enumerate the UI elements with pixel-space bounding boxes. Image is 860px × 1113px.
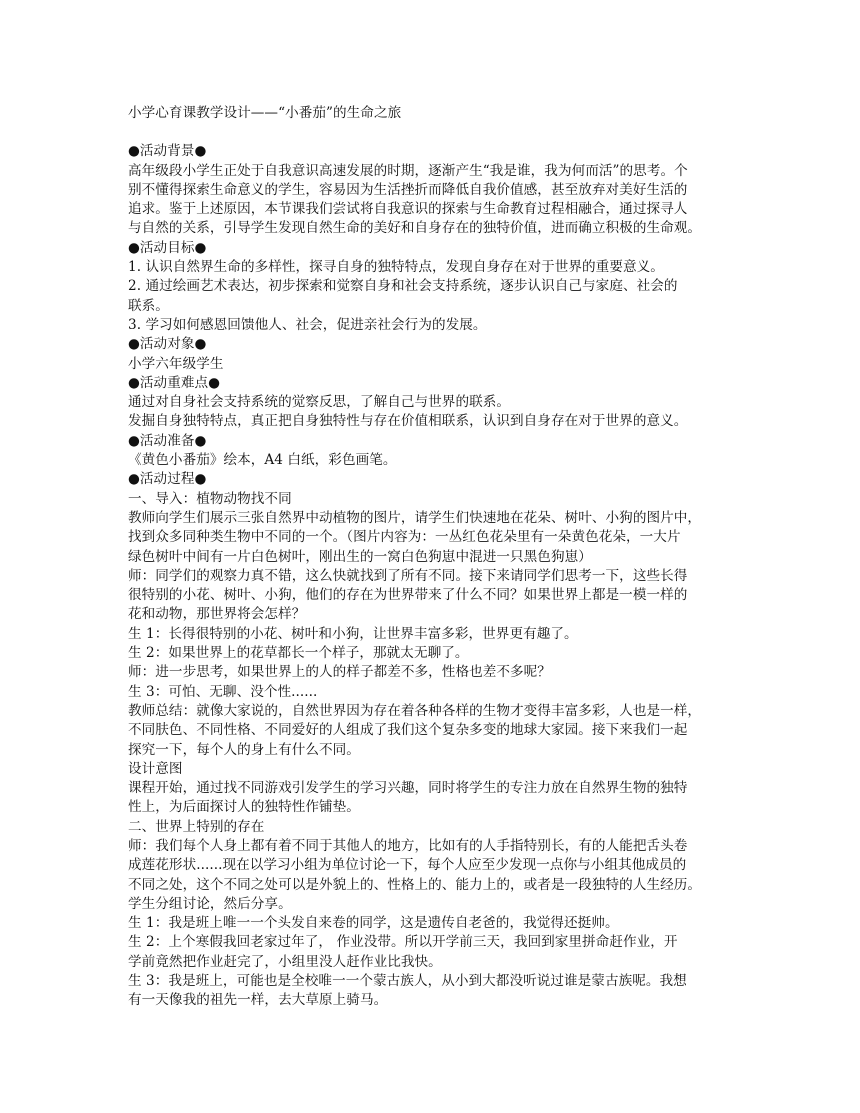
paragraph-line: 与自然的关系，引导学生发现自然生命的美好和自身存在的独特价值，进而确立积极的生命观。 [128, 220, 702, 237]
paragraph-line: 师：我们每个人身上都有着不同于其他人的地方，比如有的人手指特别长，有的人能把舌头卷 [128, 837, 688, 854]
paragraph-line: 性上，为后面探讨人的独特性作铺垫。 [128, 799, 360, 816]
paragraph-line: 生 2：如果世界上的花草都长一个样子，那就太无聊了。 [128, 645, 469, 662]
paragraph-line: 3. 学习如何感恩回馈他人、社会，促进亲社会行为的发展。 [128, 316, 487, 333]
paragraph-line: 探究一下，每个人的身上有什么不同。 [128, 741, 360, 758]
paragraph-line: 很特别的小花、树叶、小狗，他们的存在为世界带来了什么不同？如果世界上都是一模一样的 [128, 587, 688, 604]
paragraph-line: 设计意图 [128, 760, 183, 777]
paragraph-line: 成莲花形状......现在以学习小组为单位讨论一下，每个人应至少发现一点你与小组其他成员的 [128, 857, 687, 874]
paragraph-line: 通过对自身社会支持系统的觉察反思，了解自己与世界的联系。 [128, 394, 511, 411]
paragraph-line: 联系。 [128, 297, 169, 314]
paragraph-line: 别不懂得探索生命意义的学生，容易因为生活挫折而降低自我价值感，甚至放弃对美好生活的 [128, 181, 688, 198]
section-heading: ●活动过程● [128, 471, 207, 488]
paragraph-line: 一、导入：植物动物找不同 [128, 490, 292, 507]
paragraph-line: 2. 通过绘画艺术表达，初步探索和觉察自身和社会支持系统，逐步认识自己与家庭、社会的 [128, 278, 678, 295]
paragraph-line: 绿色树叶中间有一片白色树叶，刚出生的一窝白色狗崽中混进一只黑色狗崽） [128, 548, 592, 565]
paragraph-line: 追求。鉴于上述原因，本节课我们尝试将自我意识的探索与生命教育过程相融合，通过探寻人 [128, 201, 688, 218]
paragraph-line: 生 3：可怕、无聊、没个性...... [128, 683, 318, 700]
paragraph-line: 学前竟然把作业赶完了，小组里没人赶作业比我快。 [128, 953, 442, 970]
paragraph-line: 师：同学们的观察力真不错，这么快就找到了所有不同。接下来请同学们思考一下，这些长得 [128, 567, 688, 584]
paragraph-line: 学生分组讨论，然后分享。 [128, 895, 292, 912]
paragraph-line: 课程开始，通过找不同游戏引发学生的学习兴趣，同时将学生的专注力放在自然界生物的独特 [128, 780, 688, 797]
section-heading: ●活动准备● [128, 432, 207, 449]
paragraph-line: 1. 认识自然界生命的多样性，探寻自身的独特特点，发现自身存在对于世界的重要意义。 [128, 259, 664, 276]
section-heading: ●活动背景● [128, 143, 207, 160]
document-page [128, 104, 744, 1011]
paragraph-line: 找到众多同种类生物中不同的一个。（图片内容为：一丛红色花朵里有一朵黄色花朵，一大片 [128, 529, 681, 546]
section-heading: ●活动目标● [128, 239, 207, 256]
paragraph-line: 花和动物，那世界将会怎样？ [128, 606, 306, 623]
paragraph-line: 不同肤色、不同性格、不同爱好的人组成了我们这个复杂多变的地球大家园。接下来我们一起 [128, 722, 688, 739]
paragraph-line: 生 1：长得很特别的小花、树叶和小狗，让世界丰富多彩，世界更有趣了。 [128, 625, 578, 642]
paragraph-line: 教师向学生们展示三张自然界中动植物的图片，请学生们快速地在花朵、树叶、小狗的图片中， [128, 509, 702, 526]
paragraph-line: 教师总结：就像大家说的，自然世界因为存在着各种各样的生物才变得丰富多彩，人也是一样， [128, 702, 702, 719]
paragraph-line: 发掘自身独特特点，真正把自身独特性与存在价值相联系，认识到自身存在对于世界的意义。 [128, 413, 688, 430]
section-heading: ●活动对象● [128, 336, 207, 353]
document-body [128, 142, 744, 1010]
paragraph-line: 高年级段小学生正处于自我意识高速发展的时期，逐渐产生“我是谁，我为何而活”的思考。个 [128, 162, 688, 179]
paragraph-line: 小学六年级学生 [128, 355, 224, 372]
section-heading: ●活动重难点● [128, 374, 221, 391]
paragraph-line: 生 1：我是班上唯一一个头发自来卷的同学，这是遗传自老爸的，我觉得还挺帅。 [128, 915, 619, 932]
paragraph-line: 生 2：上个寒假我回老家过年了， 作业没带。所以开学前三天，我回到家里拼命赶作业，开 [128, 934, 678, 951]
paragraph-line: 不同之处，这个不同之处可以是外貌上的、性格上的、能力上的，或者是一段独特的人生经历。 [128, 876, 702, 893]
document-title: 小学心育课教学设计——“小番茄”的生命之旅 [128, 105, 402, 121]
paragraph-line: 师：进一步思考，如果世界上的人的样子都差不多，性格也差不多呢？ [128, 664, 551, 681]
paragraph-line: 生 3：我是班上，可能也是全校唯一一个蒙古族人，从小到大都没听说过谁是蒙古族呢。我想 [128, 973, 687, 990]
paragraph-line: 二、世界上特别的存在 [128, 818, 265, 835]
paragraph-line: 《黄色小番茄》绘本，A4 白纸，彩色画笔。 [128, 452, 397, 469]
paragraph-line: 有一天像我的祖先一样，去大草原上骑马。 [128, 992, 388, 1009]
